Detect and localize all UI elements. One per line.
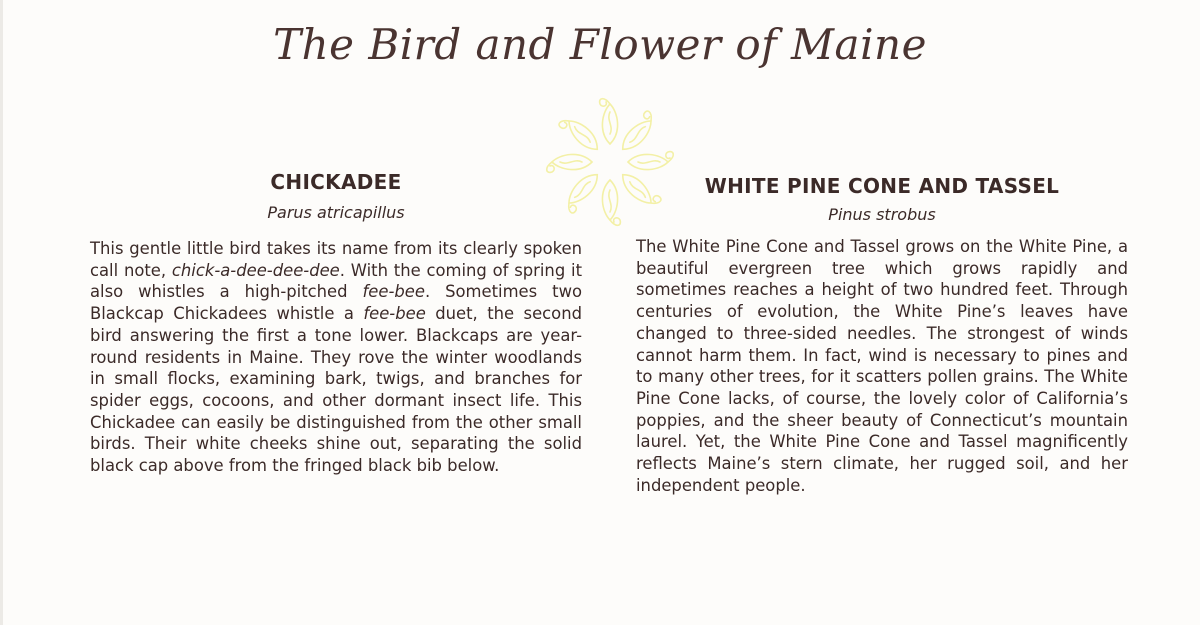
- bird-text-run: . Sometimes two Blackcap Chickadees whistle a: [90, 282, 582, 324]
- bird-heading: CHICKADEE: [270, 170, 402, 194]
- bird-call-italic: fee-bee: [363, 304, 426, 324]
- bird-text-run: This gentle little bird takes its name from its clearly spoken call note,: [90, 239, 582, 280]
- flower-description: The White Pine Cone and Tassel grows on the White Pine, a beautiful evergreen tree which grows rapidly and sometimes reaches a height of two hundred feet. Through centuries of evolution, the White Pine’s leaves have changed to three-sided needles. The strongest of winds cannot harm them. In fact, wind is necessary to pines and to many other trees, for it scatters pollen grains. The White Pine Cone lacks, of course, the lovely color of California’s poppies, and the sheer beauty of Connecticut’s mountain laurel. Yet, the White Pine Cone and Tassel magnificently reflects Maine’s stern climate, her rugged soil, and her independent people.: [636, 237, 1128, 495]
- bird-call-italic: fee-bee: [362, 282, 425, 302]
- bird-latin-name: Parus atricapillus: [267, 203, 405, 222]
- bird-call-italic: chick-a-dee-dee-dee: [171, 260, 340, 280]
- flower-latin-name: Pinus strobus: [828, 205, 936, 224]
- bird-column: [90, 168, 582, 477]
- bird-text-run: . With the coming of spring it also whistles a high-pitched: [90, 260, 582, 302]
- flower-column: [636, 168, 1128, 496]
- bird-description: [90, 238, 582, 477]
- page-edge-shadow: [0, 0, 3, 625]
- bird-text-run: duet, the second bird answering the first a tone lower. Blackcaps are year-round residents in Maine. They rove the winter woodlands in small flocks, examining bark, twigs, and branches for spider eggs, cocoons, and other dormant insect life. This Chickadee can easily be distinguished from the other small birds. Their white cheeks shine out, separating the solid black cap above from the fringed black bib below.: [90, 304, 583, 476]
- flower-heading: WHITE PINE CONE AND TASSEL: [704, 174, 1060, 198]
- page-title: The Bird and Flower of Maine: [273, 20, 927, 69]
